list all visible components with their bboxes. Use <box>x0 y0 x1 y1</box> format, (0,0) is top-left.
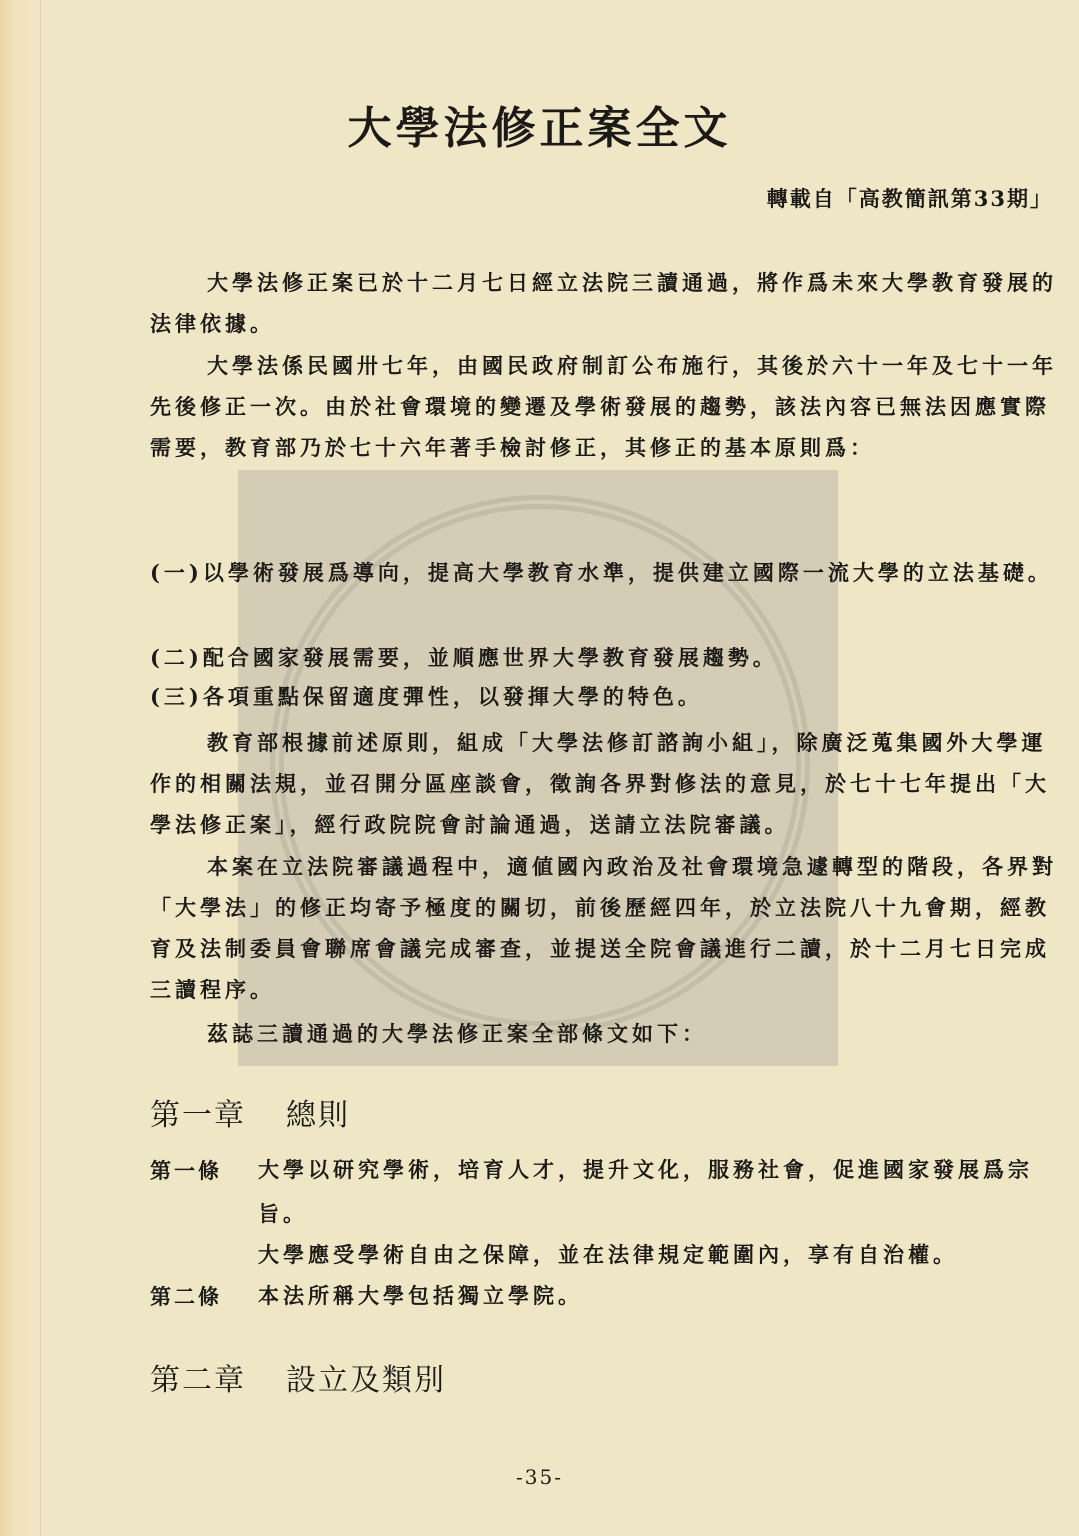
article-1-text-2: 大學應受學術自由之保障，並在法律規定範圍內，享有自治權。 <box>258 1242 958 1267</box>
page-number: -35- <box>516 1465 563 1489</box>
article-1-text: 大學以研究學術，培育人才，提升文化，服務社會，促進國家發展爲宗旨。 <box>258 1157 1033 1226</box>
page-edge-shadow <box>0 0 41 1536</box>
article-2-text: 本法所稱大學包括獨立學院。 <box>258 1283 583 1308</box>
source-note: 轉載自「高教簡訊第33期」 <box>766 186 1053 211</box>
chapter-1-number: 第一章 <box>150 1098 246 1133</box>
chapter-2-heading <box>150 1355 446 1399</box>
paragraph-articles-intro: 茲誌三讀通過的大學法修正案全部條文如下： <box>207 1021 707 1046</box>
article-2-label: 第二條 <box>150 1284 222 1309</box>
chapter-2-name: 設立及類別 <box>286 1363 446 1398</box>
paragraph-advisory: 教育部根據前述原則，組成「大學法修訂諮詢小組」，除廣泛蒐集國外大學運作的相關法規，並召開分區座談會，徵詢各界對修法的意見，於七十七年提出「大學法修正案」，經行政院院會討論通過，送請立法院審議。 <box>150 730 1050 837</box>
document-title: 大學法修正案全文 <box>347 103 732 154</box>
principle-3: (三)各項重點保留適度彈性，以發揮大學的特色。 <box>150 684 703 709</box>
paragraph-intro: 大學法修正案已於十二月七日經立法院三讀通過，將作爲未來大學教育發展的法律依據。 <box>150 270 1057 336</box>
chapter-2-number: 第二章 <box>150 1363 246 1398</box>
article-1-label: 第一條 <box>150 1158 222 1183</box>
paragraph-review: 本案在立法院審議過程中，適値國內政治及社會環境急遽轉型的階段，各界對「大學法」的修正均寄予極度的關切，前後歷經四年，於立法院八十九會期，經教育及法制委員會聯席會議完成審查，並提送全院會議進行二讀，於十二月七日完成三讀程序。 <box>150 854 1057 1002</box>
principle-2: (二)配合國家發展需要，並順應世界大學教育發展趨勢。 <box>150 645 778 670</box>
paragraph-history: 大學法係民國卅七年，由國民政府制訂公布施行，其後於六十一年及七十一年先後修正一次。由於社會環境的變遷及學術發展的趨勢，該法內容已無法因應實際需要，教育部乃於七十六年著手檢討修正，其修正的基本原則爲： <box>150 353 1057 460</box>
principle-1: (一)以學術發展爲導向，提高大學教育水準，提供建立國際一流大學的立法基礎。 <box>150 560 1053 585</box>
chapter-1-heading <box>150 1090 350 1134</box>
chapter-1-name: 總則 <box>286 1098 350 1133</box>
